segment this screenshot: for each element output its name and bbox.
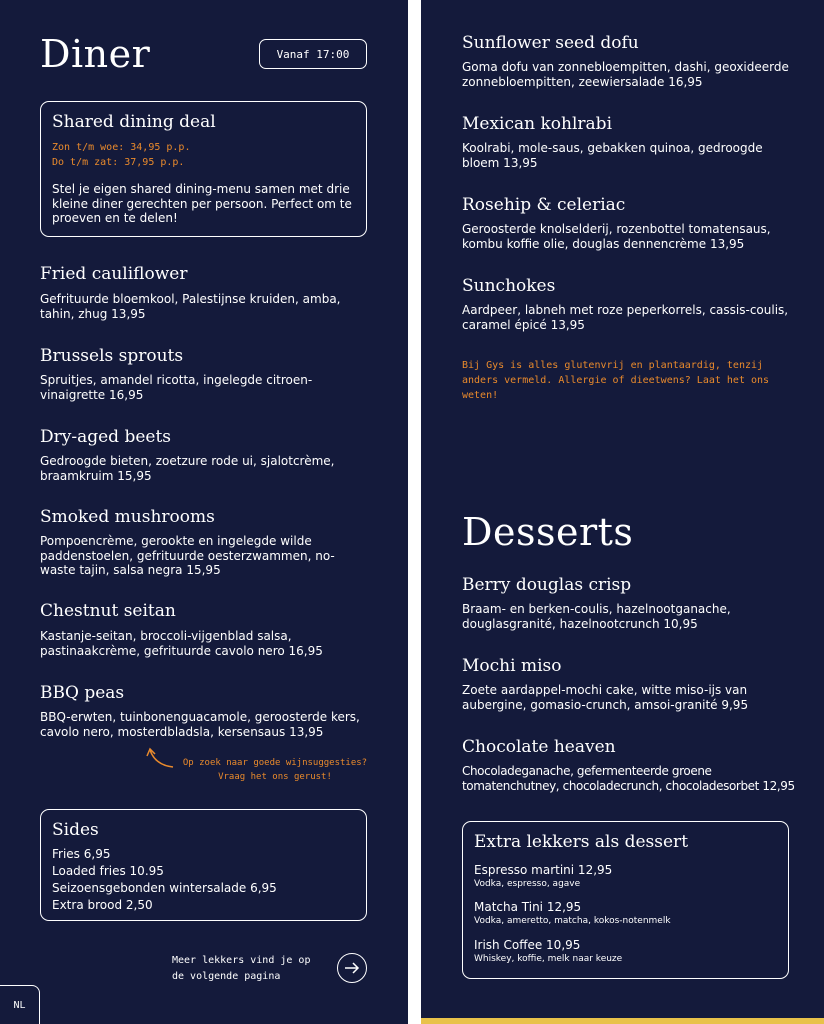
deal-title: Shared dining deal [52, 112, 216, 132]
sides-box [40, 809, 367, 921]
dish-description: BBQ-erwten, tuinbonenguacamole, geroosterde kers, cavolo nero, mosterdbladsla, kersensaus 13,95 [40, 710, 360, 739]
next-page-button[interactable] [337, 953, 367, 983]
deal-price-weekend: Do t/m zat: 37,95 p.p. [52, 157, 185, 168]
dish-description: Gefrituurde bloemkool, Palestijnse kruiden, amba, tahin, zhug 13,95 [40, 292, 341, 321]
dish-description: Koolrabi, mole-saus, gebakken quinoa, gedroogde bloem 13,95 [462, 141, 763, 170]
dessert-name: Berry douglas crisp [462, 575, 632, 595]
side-item: Extra brood 2,50 [52, 898, 153, 912]
dish-name: Brussels sprouts [40, 346, 184, 366]
deal-price-weekdays: Zon t/m woe: 34,95 p.p. [52, 142, 191, 153]
side-item: Seizoensgebonden wintersalade 6,95 [52, 881, 277, 895]
next-page-text [172, 953, 310, 985]
dish-description: Aardpeer, labneh met roze peperkorrels, cassis-coulis, caramel épicé 13,95 [462, 303, 789, 332]
dish-description: Gedroogde bieten, zoetzure rode ui, sjalotcrème, braamkruim 15,95 [40, 454, 335, 483]
dish-name: Sunflower seed dofu [462, 33, 639, 53]
side-item: Loaded fries 10.95 [52, 864, 164, 878]
side-item: Fries 6,95 [52, 847, 111, 861]
dish-name: Smoked mushrooms [40, 507, 215, 527]
next-page-line: de volgende pagina [172, 971, 281, 982]
dish-description: Kastanje-seitan, broccoli-vijgenblad salsa, pastinaakcrème, gefrituurde cavolo nero 16,95 [40, 629, 323, 658]
page-title: Diner [40, 32, 151, 76]
extra-item-ingredients: Vodka, espresso, agave [474, 879, 581, 889]
extra-item-ingredients: Vodka, ameretto, matcha, kokos-notenmelk [474, 916, 671, 926]
extra-item-name: Irish Coffee 10,95 [474, 938, 581, 952]
dish-description: Pompoencrème, gerookte en ingelegde wilde paddenstoelen, gefrituurde oesterzwammen, no-waste tajin, salsa negra 15,95 [40, 534, 335, 577]
dish-name: Fried cauliflower [40, 264, 188, 284]
desserts-title: Desserts [462, 510, 634, 554]
extra-item-name: Matcha Tini 12,95 [474, 900, 582, 914]
wine-note-line: Vraag het ons gerust! [218, 772, 332, 782]
language-toggle[interactable]: NL [0, 985, 40, 1024]
dish-name: BBQ peas [40, 683, 125, 703]
sides-title: Sides [52, 820, 99, 840]
extra-item-ingredients: Whiskey, koffie, melk naar keuze [474, 954, 623, 964]
dish-description: Geroosterde knolselderij, rozenbottel tomatensaus, kombu koffie olie, douglas dennencrème 13,95 [462, 222, 771, 251]
dish-name: Chestnut seitan [40, 601, 176, 621]
dessert-name: Mochi miso [462, 656, 562, 676]
dish-description: Spruitjes, amandel ricotta, ingelegde citroen-vinaigrette 16,95 [40, 373, 313, 402]
menu-page-dinner [0, 0, 408, 1024]
bottom-accent-bar [421, 1018, 824, 1024]
dish-name: Rosehip & celeriac [462, 195, 626, 215]
extra-item-name: Espresso martini 12,95 [474, 863, 613, 877]
extra-desserts-box [462, 821, 789, 979]
wine-suggestion-note [170, 756, 380, 784]
dessert-description: Braam- en berken-coulis, hazelnootganache, douglasgranité, hazelnootcrunch 10,95 [462, 602, 731, 631]
arrow-right-icon [344, 962, 360, 974]
dish-name: Sunchokes [462, 276, 556, 296]
next-page-line: Meer lekkers vind je op [172, 955, 311, 966]
deal-description: Stel je eigen shared dining-menu samen met drie kleine diner gerechten per persoon. Perfect om te proeven en te delen! [52, 182, 352, 225]
dish-description: Goma dofu van zonnebloempitten, dashi, geoxideerde zonnebloempitten, zeewiersalade 16,95 [462, 60, 789, 89]
dish-name: Mexican kohlrabi [462, 114, 613, 134]
menu-page-continued [421, 0, 824, 1024]
dessert-description: Chocoladeganache, gefermenteerde groene tomatenchutney, chocoladecrunch, chocoladesorbet 12,95 [462, 764, 795, 793]
allergy-note: Bij Gys is alles glutenvrij en plantaardig, tenzij anders vermeld. Allergie of dieetwens? Laat het ons weten! [462, 360, 770, 401]
dish-name: Dry-aged beets [40, 427, 172, 447]
extras-title: Extra lekkers als dessert [474, 832, 689, 852]
wine-note-line: Op zoek naar goede wijnsuggesties? [182, 758, 368, 768]
time-badge: Vanaf 17:00 [259, 39, 367, 69]
dessert-description: Zoete aardappel-mochi cake, witte miso-ijs van aubergine, gomasio-crunch, amsoi-granité 9,95 [462, 683, 749, 712]
dessert-name: Chocolate heaven [462, 737, 616, 757]
shared-dining-deal-box [40, 101, 367, 237]
